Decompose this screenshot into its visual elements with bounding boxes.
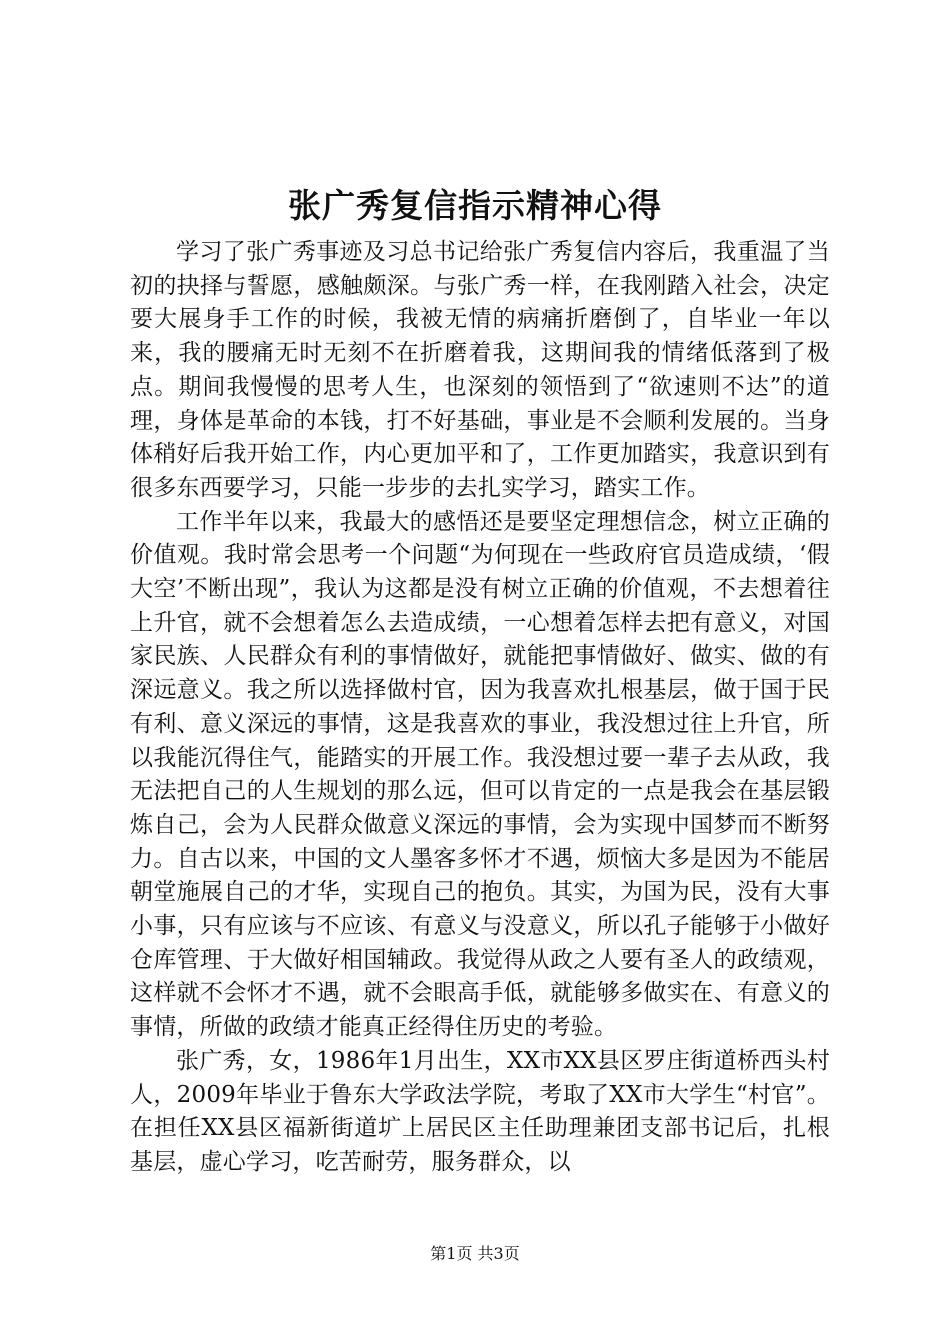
paragraph-1: 学习了张广秀事迹及习总书记给张广秀复信内容后，我重温了当初的抉择与誓愿，感触颇深。与张广秀一样，在我刚踏入社会，决定要大展身手工作的时候，我被无情的病痛折磨倒了，自毕业一年以来，我的腰痛无时无刻不在折磨着我，这期间我的情绪低落到了极点。期间我慢慢的思考人生，也深刻的领悟到了“欲速则不达”的道理，身体是革命的本钱，打不好基础，事业是不会顺利发展的。当身体稍好后我开始工作，内心更加平和了，工作更加踏实，我意识到有很多东西要学习，只能一步步的去扎实学习，踏实工作。 xyxy=(130,239,830,501)
document-title: 张广秀复信指示精神心得 xyxy=(288,186,662,225)
page-number-footer: 第1页 共3页 xyxy=(430,1244,520,1263)
paragraph-3: 张广秀，女，1986年1月出生，XX市XX县区罗庄街道桥西头村人，2009年毕业于鲁东大学政法学院，考取了XX市大学生“村官”。在担任XX县区福新街道圹上居民区主任助理兼团支部书记后，扎根基层，虚心学习，吃苦耐劳，服务群众，以 xyxy=(130,1047,830,1175)
paragraph-2: 工作半年以来，我最大的感悟还是要坚定理想信念，树立正确的价值观。我时常会思考一个问题“为何现在一些政府官员造成绩，‘假大空’不断出现”，我认为这都是没有树立正确的价值观，不去想着往上升官，就不会想着怎么去造成绩，一心想着怎样去把有意义，对国家民族、人民群众有利的事情做好，就能把事情做好、做实、做的有深远意义。我之所以选择做村官，因为我喜欢扎根基层，做于国于民有利、意义深远的事情，这是我喜欢的事业，我没想过往上升官，所以我能沉得住气，能踏实的开展工作。我没想过要一辈子去从政，我无法把自己的人生规划的那么远，但可以肯定的一点是我会在基层锻炼自己，会为人民群众做意义深远的事情，会为实现中国梦而不断努力。自古以来，中国的文人墨客多怀才不遇，烦恼大多是因为不能居朝堂施展自己的才华，实现自己的抱负。其实，为国为民，没有大事小事，只有应该与不应该、有意义与没意义，所以孔子能够于小做好仓库管理、于大做好相国辅政。我觉得从政之人要有圣人的政绩观，这样就不会怀才不遇，就不会眼高手低，就能够多做实在、有意义的事情，所做的政绩才能真正经得住历史的考验。 xyxy=(130,508,830,1041)
document-body xyxy=(130,236,830,1180)
